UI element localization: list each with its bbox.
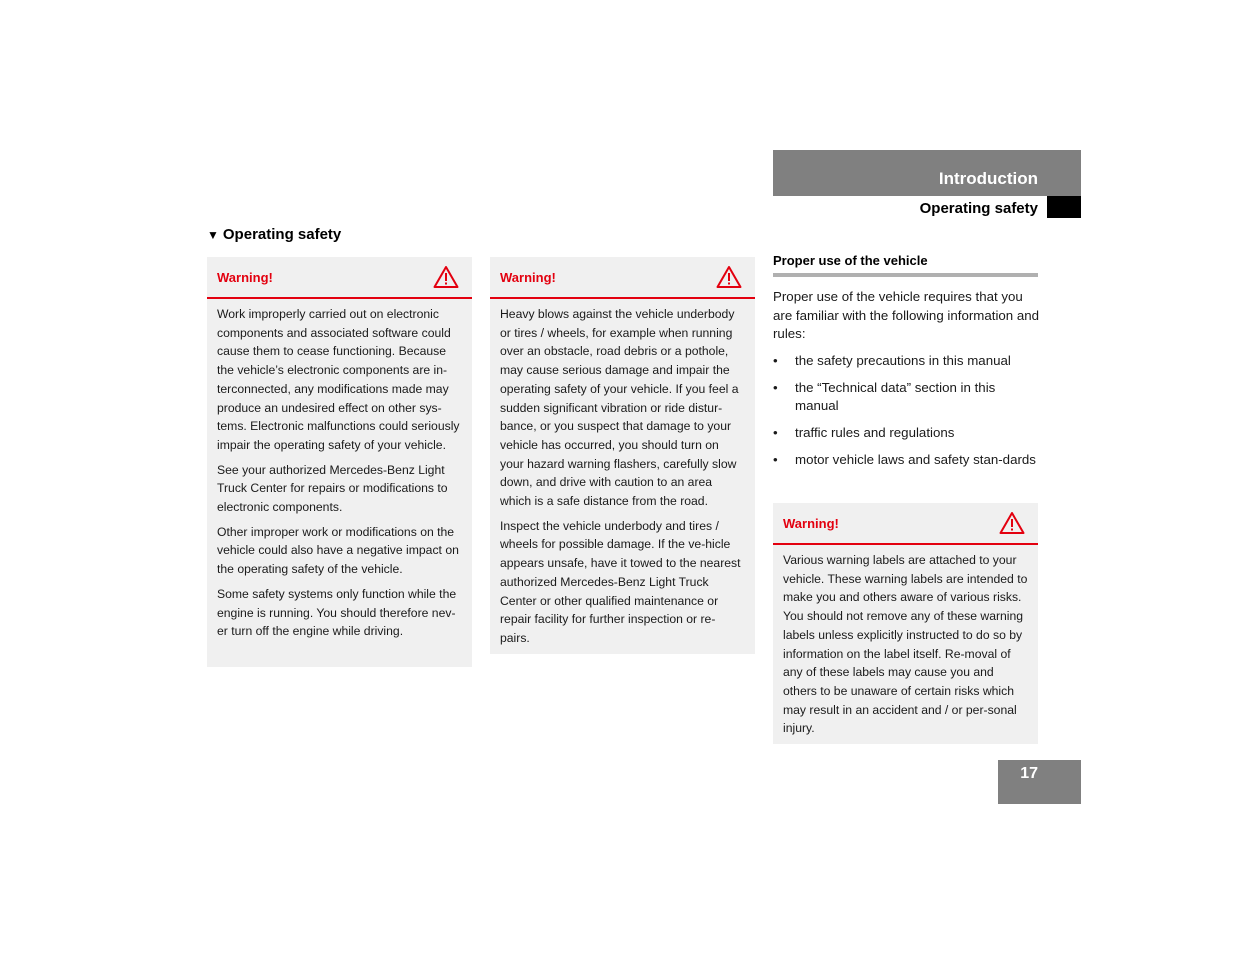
warning-paragraph: See your authorized Mercedes-Benz Light Truck Center for repairs or modifications to electronic components. — [217, 462, 448, 515]
warning-paragraph: Heavy blows against the vehicle underbody or tires / wheels, for example when running over an obstacle, road debris or a pothole, may cause serious damage and impair the operating safety of your vehicle. If you feel a sudden significant vibration or ride distur-bance, or you suspect that damage to your vehicle has occurred, you should turn on your hazard warning flashers, carefully slow down, and drive with caution to an area which is a safe distance from the road. — [500, 307, 739, 509]
warning-paragraph: Some safety systems only function while the engine is running. You should therefore nev-er turn off the engine while driving. — [217, 586, 457, 639]
list-item-text: the safety precautions in this manual — [795, 353, 1011, 368]
warning-triangle-icon — [433, 265, 459, 289]
warning-label: Warning! — [217, 269, 273, 285]
list-item — [773, 352, 1041, 371]
proper-use-heading: Proper use of the vehicle — [773, 253, 1038, 277]
warning-triangle-icon — [999, 511, 1025, 535]
list-item — [773, 424, 1041, 443]
bullet-icon: • — [773, 353, 778, 368]
warning-paragraph: Other improper work or modifications on the vehicle could also have a negative impact on the operating safety of the vehicle. — [217, 524, 459, 577]
warning-paragraph: Inspect the vehicle underbody and tires / wheels for possible damage. If the ve-hicle appears unsafe, have it towed to the nearest authorized Mercedes-Benz Light Truck Center or other qualified maintenance or repair facility for further inspection or re-pairs. — [500, 518, 741, 645]
list-item-text: the “Technical data” section in this manual — [795, 379, 996, 414]
bullet-icon: • — [773, 451, 778, 467]
warning-label: Warning! — [783, 515, 839, 531]
warning-paragraph: Various warning labels are attached to your vehicle. These warning labels are intended to make you and others aware of various risks. You should not remove any of these warning labels unless explicitly instructed to do so by information on the label itself. Re-moval of any of these labels may cause you and others to be unaware of certain risks which may result in an accident and / or per-sonal injury. — [783, 553, 1028, 736]
warning-box-labels — [773, 503, 1038, 744]
proper-use-intro: Proper use of the vehicle requires that you are familiar with the following information and rules: — [773, 289, 1040, 342]
list-item-text: motor vehicle laws and safety stan-dards — [795, 451, 1036, 467]
warning-box-underbody — [490, 257, 755, 654]
list-item-text: traffic rules and regulations — [795, 425, 955, 441]
chapter-header-bar — [773, 150, 1081, 196]
page-number-box — [998, 760, 1081, 804]
warning-box-electronics — [207, 257, 472, 667]
section-title: Operating safety — [919, 200, 1038, 217]
warning-header — [490, 257, 755, 299]
chapter-title: Introduction — [938, 169, 1038, 188]
triangle-down-icon: ▼ — [207, 227, 219, 242]
page-heading-text: Operating safety — [222, 226, 342, 243]
warning-triangle-icon — [716, 265, 742, 289]
page-heading — [207, 226, 341, 243]
warning-header — [207, 257, 472, 299]
list-item — [773, 451, 1041, 470]
proper-use-list — [773, 352, 1041, 478]
section-tab-marker — [1047, 196, 1081, 218]
warning-paragraph: Work improperly carried out on electronic components and associated software could cause them to cease functioning. Because the vehicle’s electronic components are in-terconnected, any modifications made may produce an undesired effect on other sys-tems. Electronic malfunctions could seriously impair the operating safety of your vehicle. — [217, 307, 460, 452]
warning-label: Warning! — [500, 269, 556, 285]
warning-body — [773, 545, 1038, 750]
warning-body — [490, 299, 755, 660]
bullet-icon: • — [773, 425, 778, 441]
bullet-icon: • — [773, 379, 778, 395]
page-number: 17 — [1020, 765, 1038, 782]
list-item — [773, 379, 1041, 416]
warning-body — [207, 299, 472, 653]
warning-header — [773, 503, 1038, 545]
